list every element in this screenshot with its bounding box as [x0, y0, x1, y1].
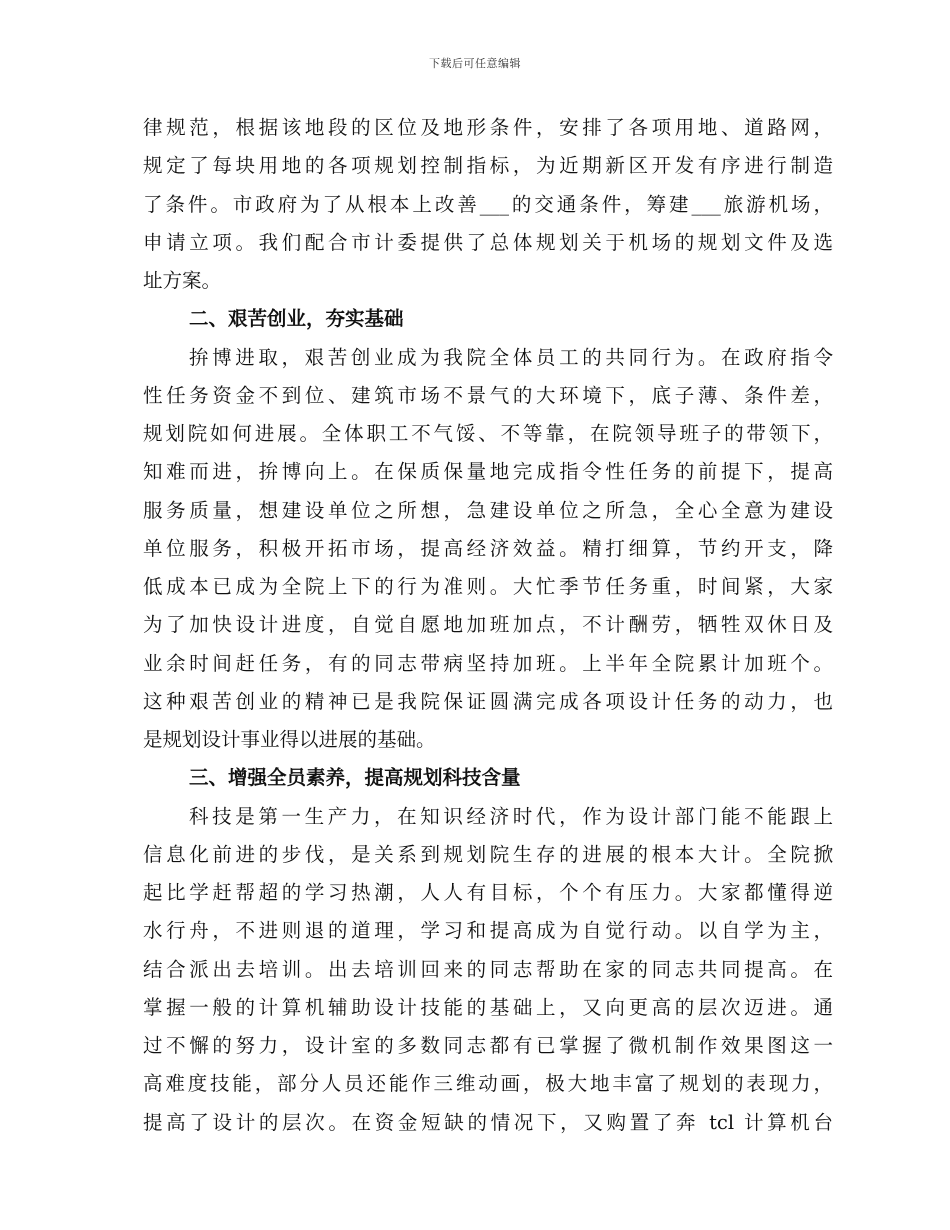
- text-line: 单位服务，积极开拓市场，提高经济效益。精打细算，节约开支，降: [143, 536, 833, 560]
- text-line: 申请立项。我们配合市计委提供了总体规划关于机场的规划文件及选: [143, 230, 833, 254]
- text-line: 结合派出去培训。出去培训回来的同志帮助在家的同志共同提高。在: [143, 957, 833, 981]
- document-body: [143, 109, 833, 1142]
- text-line: 高难度技能，部分人员还能作三维动画，极大地丰富了规划的表现力，: [143, 1072, 833, 1096]
- section-heading: 二、艰苦创业，夯实基础: [189, 307, 404, 331]
- text-line: 了条件。市政府为了从根本上改善___的交通条件，筹建___旅游机场，: [143, 192, 833, 216]
- text-line: 址方案。: [143, 269, 222, 292]
- text-line: 规定了每块用地的各项规划控制指标，为近期新区开发有序进行制造: [143, 154, 833, 178]
- text-line: 律规范，根据该地段的区位及地形条件，安排了各项用地、道路网，: [143, 116, 833, 139]
- text-line: 水行舟，不进则退的道理，学习和提高成为自觉行动。以自学为主，: [143, 919, 833, 943]
- text-line: 是规划设计事业得以进展的基础。: [143, 728, 436, 751]
- text-line: 规划院如何进展。全体职工不气馁、不等靠，在院领导班子的带领下，: [143, 422, 833, 445]
- text-line: 起比学赶帮超的学习热潮，人人有目标，个个有压力。大家都懂得逆: [143, 881, 833, 904]
- text-line: 低成本已成为全院上下的行为准则。大忙季节任务重，时间紧，大家: [143, 575, 833, 598]
- text-line: 过不懈的努力，设计室的多数同志都有已掌握了微机制作效果图这一: [143, 1034, 833, 1057]
- text-line: 服务质量，想建设单位之所想，急建设单位之所急，全心全意为建设: [143, 498, 833, 522]
- text-line: 为了加快设计进度，自觉自愿地加班加点，不计酬劳，牺牲双休日及: [143, 613, 833, 637]
- text-line: 提高了设计的层次。在资金短缺的情况下，又购置了奔 tcl 计算机台: [143, 1110, 833, 1134]
- text-line: 性任务资金不到位、建筑市场不景气的大环境下，底子薄、条件差，: [143, 383, 833, 407]
- section-heading: 三、增强全员素养，提高规划科技含量: [189, 766, 521, 790]
- page-header: 下载后可任意编辑: [429, 57, 521, 70]
- paragraph-first-line: 拚博进取，艰苦创业成为我院全体员工的共同行为。在政府指令: [189, 345, 833, 369]
- text-line: 业余时间赶任务，有的同志带病坚持加班。上半年全院累计加班个。: [143, 651, 833, 675]
- paragraph-first-line: 科技是第一生产力，在知识经济时代，作为设计部门能不能跟上: [189, 804, 833, 828]
- text-line: 这种艰苦创业的精神已是我院保证圆满完成各项设计任务的动力，也: [143, 689, 833, 713]
- text-line: 知难而进，拚博向上。在保质保量地完成指令性任务的前提下，提高: [143, 460, 833, 484]
- text-line: 信息化前进的步伐，是关系到规划院生存的进展的根本大计。全院掀: [143, 842, 833, 866]
- text-line: 掌握一般的计算机辅助设计技能的基础上，又向更高的层次迈进。通: [143, 995, 833, 1019]
